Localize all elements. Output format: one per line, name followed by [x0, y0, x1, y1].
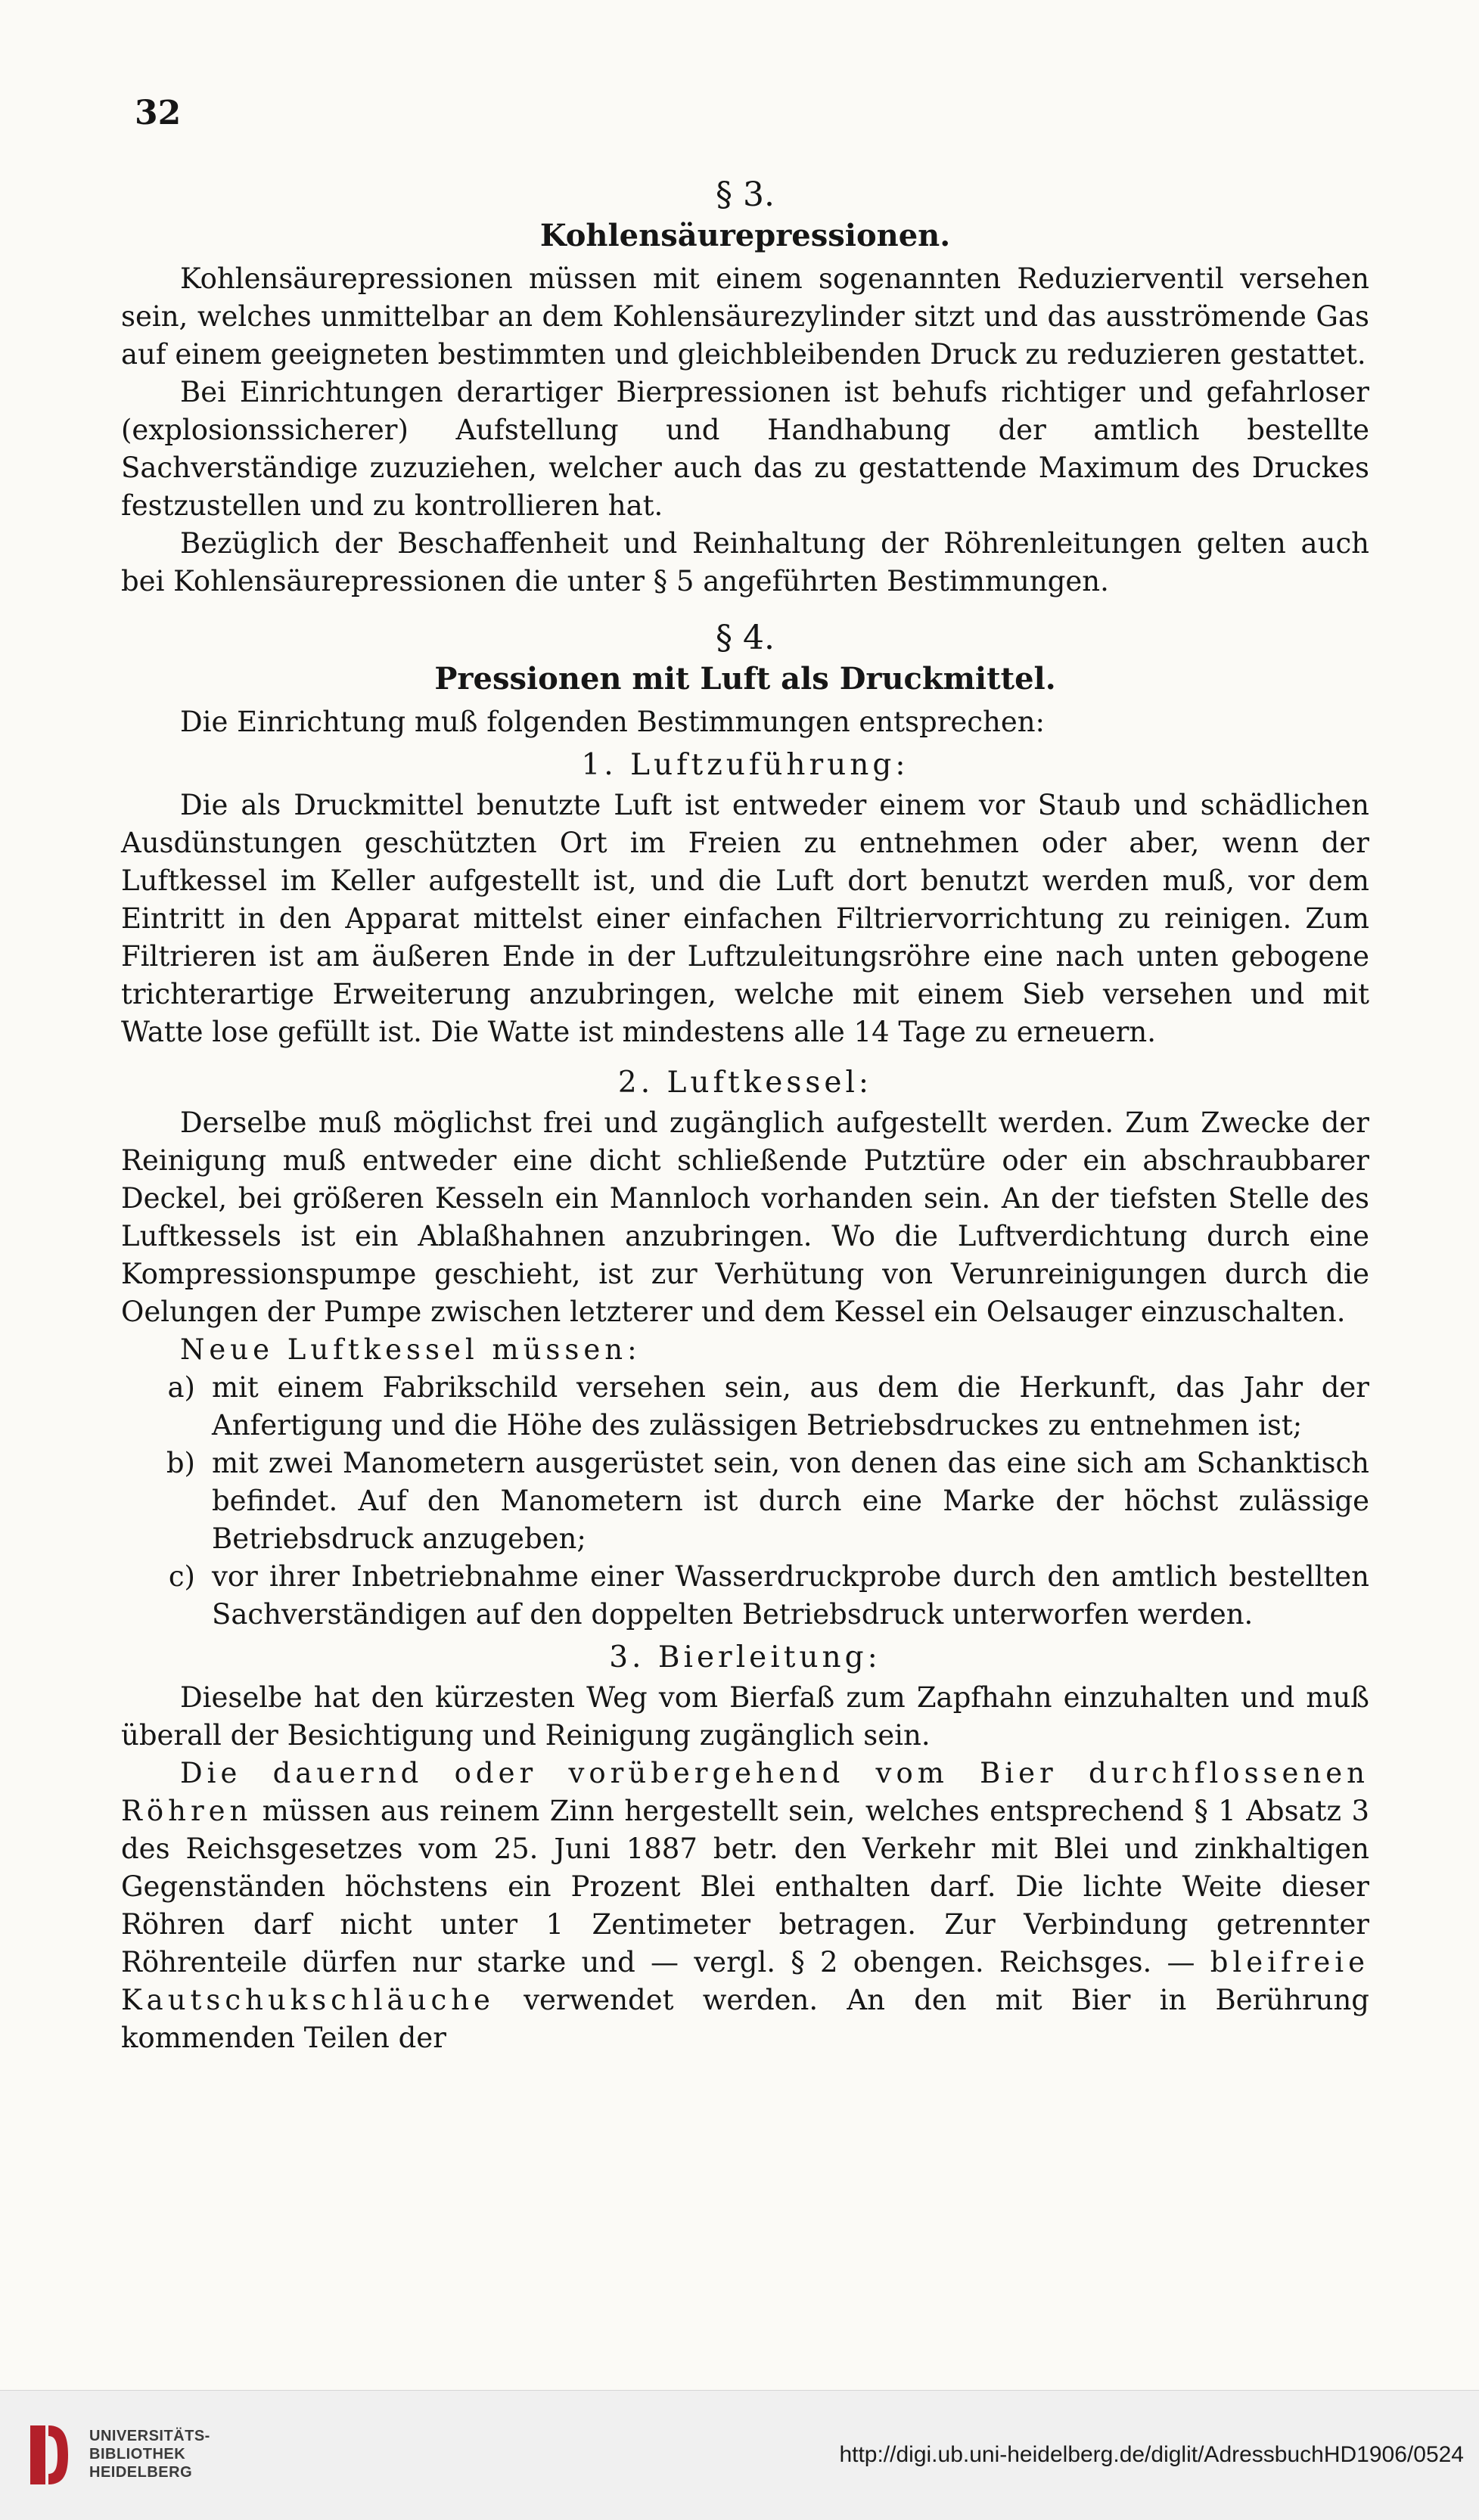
page-content [121, 174, 1369, 2057]
bierleitung-text-2 [121, 1755, 1369, 2057]
subheading-bierleitung: 3. Bierleitung: [609, 1640, 881, 1674]
list-item-text: vor ihrer Inbetriebnahme einer Wasserdruckprobe durch den amtlich bestellten Sachverständigen auf den doppelten Betriebsdruck unterworfen werden. [212, 1560, 1369, 1631]
emphasized-phrase: bleifreie Kautschukschläuche [121, 1946, 1369, 2016]
library-name-line: BIBLIOTHEK [89, 2446, 186, 2463]
subheading-luftkessel: 2. Luftkessel: [617, 1066, 873, 1100]
list-item [121, 1369, 1369, 1445]
luftkessel-requirements-list [121, 1369, 1369, 1634]
library-name-line: UNIVERSITÄTS- [89, 2428, 210, 2444]
list-marker: a) [167, 1371, 195, 1404]
section-3-paragraph-2: Bei Einrichtungen derartiger Bierpressionen ist behufs richtiger und gefahrloser (explosionssicherer) Aufstellung und Handhabung der amtlich bestellte Sachverständige zuzuziehen, welcher auch das zu gestattende Maximum des Druckes festzustellen und zu kontrollieren hat. [121, 376, 1369, 522]
section-3-title: Kohlensäurepressionen. [539, 218, 951, 253]
list-item-text: mit einem Fabrikschild versehen sein, aus dem die Herkunft, das Jahr der Anfertigung und die Höhe des zulässigen Betriebsdruckes zu entnehmen ist; [212, 1371, 1369, 1442]
luftkessel-list-lead: Neue Luftkessel müssen: [180, 1333, 642, 1366]
subheading-luftzufuehrung: 1. Luftzuführung: [581, 748, 909, 782]
library-logo-icon [18, 2421, 79, 2489]
section-4-title: Pressionen mit Luft als Druckmittel. [434, 661, 1056, 697]
section-3-paragraph-1: Kohlensäurepressionen müssen mit einem sogenannten Reduzierventil versehen sein, welches unmittelbar an dem Kohlensäurezylinder sitzt und das ausströmende Gas auf einem geeigneten bestimmten und gleichbleibenden Druck zu reduzieren gestattet. [121, 262, 1369, 371]
list-item [121, 1558, 1369, 1634]
library-name-line: HEIDELBERG [89, 2464, 193, 2481]
library-name [89, 2427, 210, 2481]
list-marker: b) [166, 1447, 195, 1479]
section-3-mark: § 3. [716, 175, 775, 214]
digitization-footer [0, 2390, 1479, 2520]
section-4-intro: Die Einrichtung muß folgenden Bestimmungen entsprechen: [180, 706, 1046, 738]
page-number: 32 [135, 94, 182, 132]
section-4-mark: § 4. [716, 619, 775, 657]
luftzufuehrung-text: Die als Druckmittel benutzte Luft ist entweder einem vor Staub und schädlichen Ausdünstungen geschützten Ort im Freien zu entnehmen oder aber, wenn der Luftkessel im Keller aufgestellt ist, und die Luft dort benutzt werden muß, vor dem Eintritt in den Apparat mittelst einer einfachen Filtriervorrichtung zu reinigen. Zum Filtrieren ist am äußeren Ende in der Luftzuleitungsröhre eine nach unten gebogene trichterartige Erweiterung anzubringen, welche mit einem Sieb versehen und mit Watte lose gefüllt ist. Die Watte ist mindestens alle 14 Tage zu erneuern. [121, 789, 1369, 1048]
emphasized-phrase: Die dauernd oder vorübergehend vom Bier durchflossenen Röhren [121, 1757, 1369, 1827]
luftkessel-text: Derselbe muß möglichst frei und zugänglich aufgestellt werden. Zum Zwecke der Reinigung muß entweder eine dicht schließende Putztüre oder ein abschraubbarer Deckel, bei größeren Kesseln ein Mannloch vorhanden sein. An der tiefsten Stelle des Luftkessels ist ein Ablaßhahnen anzubringen. Wo die Luftverdichtung durch eine Kompressionspumpe geschieht, ist zur Verhütung von Verunreinigungen durch die Oelungen der Pumpe zwischen letzterer und dem Kessel ein Oelsauger einzuschalten. [121, 1106, 1369, 1328]
paragraph-run: verwendet werden. An den mit Bier in Berührung kommenden Teilen der [121, 1984, 1369, 2054]
list-marker: c) [168, 1560, 195, 1593]
bierleitung-text-1: Dieselbe hat den kürzesten Weg vom Bierfaß zum Zapfhahn einzuhalten und muß überall der Besichtigung und Reinigung zugänglich sein. [121, 1681, 1369, 1752]
section-3-paragraph-3: Bezüglich der Beschaffenheit und Reinhaltung der Röhrenleitungen gelten auch bei Kohlensäurepressionen die unter § 5 angeführten Bestimmungen. [121, 527, 1369, 597]
paragraph-run: müssen aus reinem Zinn hergestellt sein, welches entsprechend § 1 Absatz 3 des Reichsgesetzes vom 25. Juni 1887 betr. den Verkehr mit Blei und zinkhaltigen Gegenständen höchstens ein Prozent Blei enthalten darf. Die lichte Weite dieser Röhren darf nicht unter 1 Zentimeter betragen. Zur Verbindung getrennter Röhrenteile dürfen nur starke und — vergl. § 2 obengen. Reichsges. — [121, 1795, 1369, 1978]
source-url-link[interactable]: http://digi.ub.uni-heidelberg.de/diglit/AdressbuchHD1906/0524 [839, 2442, 1464, 2467]
list-item-text: mit zwei Manometern ausgerüstet sein, von denen das eine sich am Schanktisch befindet. Auf den Manometern ist durch eine Marke der höchst zulässige Betriebsdruck anzugeben; [212, 1447, 1369, 1555]
list-item [121, 1445, 1369, 1558]
